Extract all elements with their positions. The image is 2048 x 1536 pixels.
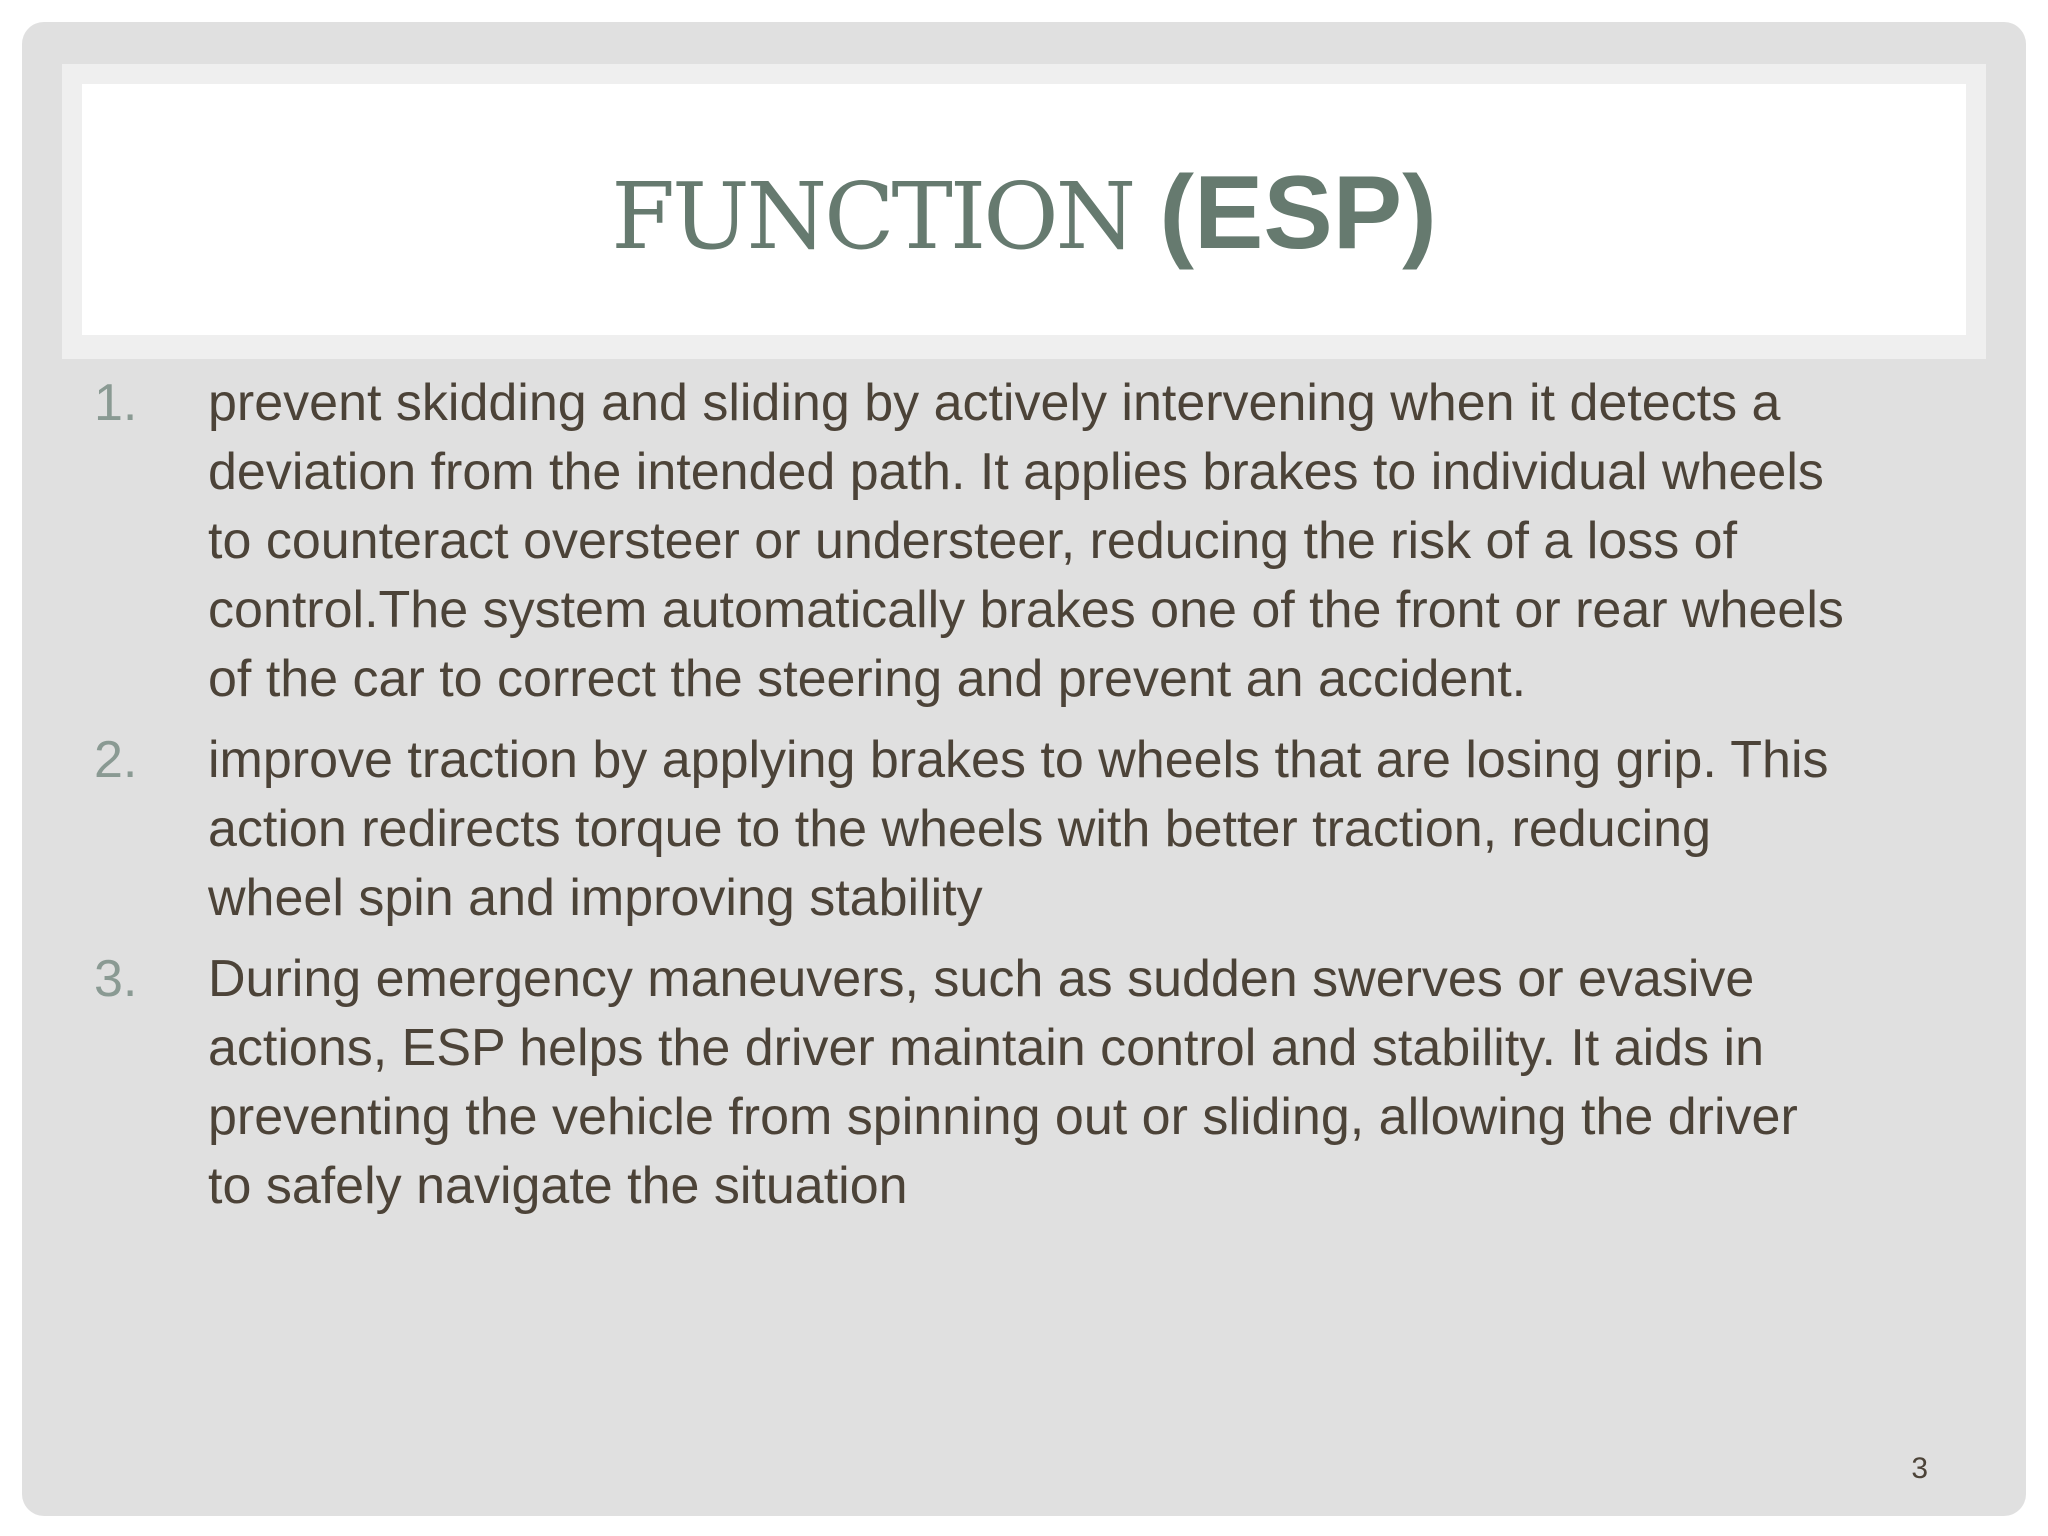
list-item-number: 1.: [94, 374, 138, 432]
title-box: [82, 84, 1966, 335]
slide-number: 3: [1911, 1452, 1928, 1485]
slide-title: [611, 146, 1437, 273]
function-list: [94, 369, 2019, 1233]
list-item-text: improve traction by applying brakes to wheels that are losing grip. This action redirects torque to the wheels with better traction, reducing wheel spin and improving stability: [208, 731, 1829, 927]
list-item-number: 2.: [94, 731, 138, 789]
list-item: [94, 945, 2019, 1221]
list-item: [94, 726, 2019, 933]
title-band: [62, 64, 1986, 359]
list-item-number: 3.: [94, 950, 138, 1008]
title-emphasis-text: (ESP): [1159, 155, 1437, 271]
slide: [22, 22, 2026, 1516]
list-item-text: During emergency maneuvers, such as sudden swerves or evasive actions, ESP helps the driver maintain control and stability. It aids in preventing the vehicle from spinning out or sliding, allowing the driver to safely navigate the situation: [208, 950, 1798, 1215]
title-main-text: FUNCTION: [611, 163, 1160, 270]
list-item: [94, 369, 2019, 714]
list-item-text: prevent skidding and sliding by actively intervening when it detects a deviation from the intended path. It applies brakes to individual wheels to counteract oversteer or understeer, reducing the risk of a loss of control.The system automatically brakes one of the front or rear wheels of the car to correct the steering and prevent an accident.: [208, 374, 1844, 708]
